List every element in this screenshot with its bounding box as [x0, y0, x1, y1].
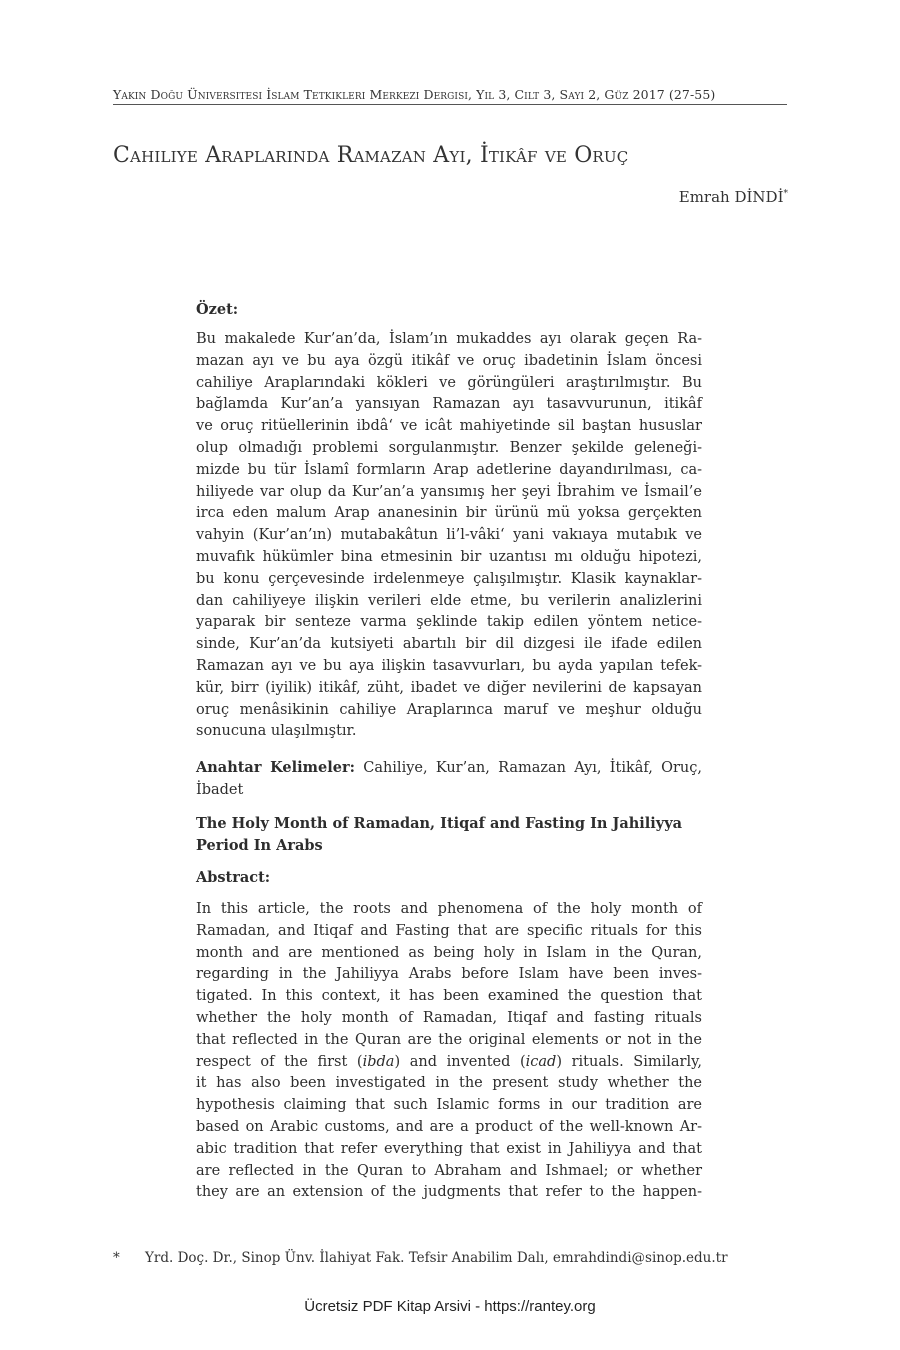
- author-footnote-mark: *: [783, 189, 788, 199]
- abstract-line: Ramadan, and Itiqaf and Fasting that are specific rituals for this: [196, 922, 702, 939]
- author-text: Emrah DİNDİ: [678, 188, 784, 206]
- ozet-line: bağlamda Kur’an’a yansıyan Ramazan ayı tasavvurunun, itikâf: [196, 396, 702, 413]
- abstract-line: based on Arabic customs, and are a product of the well-known Ar-: [196, 1118, 702, 1135]
- header-rule: [113, 104, 787, 105]
- ozet-line: mazan ayı ve bu aya özgü itikâf ve oruç ibadetinin İslam öncesi: [196, 352, 702, 369]
- ozet-line: hiliyede var olup da Kur’an’a yansımış her şeyi İbrahim ve İsmail’e: [196, 483, 702, 500]
- abstract-line: respect of the first (ibda) and invented (icad) rituals. Similarly,: [196, 1053, 702, 1070]
- ozet-line: dan cahiliyeye ilişkin verileri elde etme, bu verilerin analizlerini: [196, 592, 702, 609]
- ozet-line: bu konu çerçevesinde irdelenmeye çalışılmıştır. Klasik kaynaklar-: [196, 570, 702, 587]
- abstract-line: are reflected in the Quran to Abraham and Ishmael; or whether: [196, 1162, 702, 1179]
- ozet-line: olup olmadığı problemi sorgulanmıştır. Benzer şekilde geleneği-: [196, 439, 702, 456]
- abstract-line: hypothesis claiming that such Islamic forms in our tradition are: [196, 1097, 702, 1114]
- abstract-line: they are an extension of the judgments that refer to the happen-: [196, 1184, 702, 1201]
- ozet-line: vahyin (Kur’an’ın) mutabakâtun li’l-vâki‘ yani vakıaya mutabık ve: [196, 527, 702, 544]
- ozet-line: ve oruç ritüellerinin ibdâ‘ ve icât mahiyetinde sil baştan hususlar: [196, 418, 702, 435]
- keywords: [196, 757, 702, 802]
- abstract-line: whether the holy month of Ramadan, Itiqaf and fasting rituals: [196, 1009, 702, 1026]
- abstract-body: [196, 899, 702, 1204]
- keywords-line: [196, 757, 702, 780]
- ozet-line: mizde bu tür İslamî formların Arap adetlerine dayandırılması, ca-: [196, 461, 702, 478]
- ozet-line: Bu makalede Kur’an’da, İslam’ın mukaddes ayı olarak geçen Ra-: [196, 331, 702, 347]
- keywords-label: Anahtar Kelimeler:: [196, 759, 355, 776]
- author-name: [679, 188, 788, 206]
- ozet-line: sonucuna ulaşılmıştır.: [196, 723, 357, 740]
- abstract-line: month and are mentioned as being holy in Islam in the Quran,: [196, 944, 702, 961]
- running-head: Yakın Doğu Üniversitesi İslam Tetkikleri Merkezi Dergisi, Yıl 3, Cilt 3, Sayı 2, Güz 2017 (27-55): [113, 87, 716, 102]
- abstract-line: it has also been investigated in the present study whether the: [196, 1075, 702, 1092]
- abstract-heading: Abstract:: [196, 869, 271, 886]
- abstract-line: that reflected in the Quran are the original elements or not in the: [196, 1031, 702, 1048]
- keywords-list: Cahiliye, Kur’an, Ramazan Ayı, İtikâf, Oruç,: [363, 760, 702, 776]
- footnote-text: Yrd. Doç. Dr., Sinop Ünv. İlahiyat Fak. Tefsir Anabilim Dalı, emrahdindi@sinop.edu.tr: [145, 1250, 728, 1266]
- english-title-line: Period In Arabs: [196, 836, 323, 854]
- english-title-line: The Holy Month of Ramadan, Itiqaf and Fasting In Jahiliyya: [196, 815, 683, 832]
- ozet-line: cahiliye Araplarındaki kökleri ve görüngüleri araştırılmıştır. Bu: [196, 374, 702, 391]
- ozet-line: muvafık hükümler bina etmesinin bir uzantısı mı olduğu hipotezi,: [196, 548, 702, 565]
- abstract-line: regarding in the Jahiliyya Arabs before Islam have been inves-: [196, 966, 702, 983]
- ozet-line: yaparak bir senteze varma şeklinde takip edilen yöntem netice-: [196, 614, 702, 631]
- article-title: Cahiliye Araplarında Ramazan Ayı, İtikâf ve Oruç: [113, 143, 629, 168]
- ozet-heading: Özet:: [196, 301, 239, 318]
- ozet-line: sinde, Kur’an’da kutsiyeti abartılı bir dil dizgesi ile ifade edilen: [196, 636, 702, 653]
- ozet-line: oruç menâsikinin cahiliye Araplarınca maruf ve meşhur olduğu: [196, 701, 702, 718]
- english-title: [196, 813, 702, 857]
- abstract-line: In this article, the roots and phenomena of the holy month of: [196, 901, 702, 917]
- keywords-line: İbadet: [196, 781, 244, 798]
- ozet-line: kür, birr (iyilik) itikâf, züht, ibadet ve diğer nevilerini de kapsayan: [196, 679, 702, 696]
- footnote-mark: *: [113, 1250, 120, 1266]
- footnote: [113, 1250, 728, 1266]
- ozet-body: [196, 329, 702, 743]
- abstract-line: tigated. In this context, it has been examined the question that: [196, 988, 702, 1005]
- watermark-link[interactable]: Ücretsiz PDF Kitap Arsivi - https://rantey.org: [304, 1298, 596, 1315]
- ozet-line: irca eden malum Arap ananesinin bir ürünü mü yoksa gerçekten: [196, 505, 702, 522]
- abstract-line: abic tradition that refer everything that exist in Jahiliyya and that: [196, 1140, 702, 1157]
- ozet-line: Ramazan ayı ve bu aya ilişkin tasavvurları, bu ayda yapılan tefek-: [196, 657, 702, 674]
